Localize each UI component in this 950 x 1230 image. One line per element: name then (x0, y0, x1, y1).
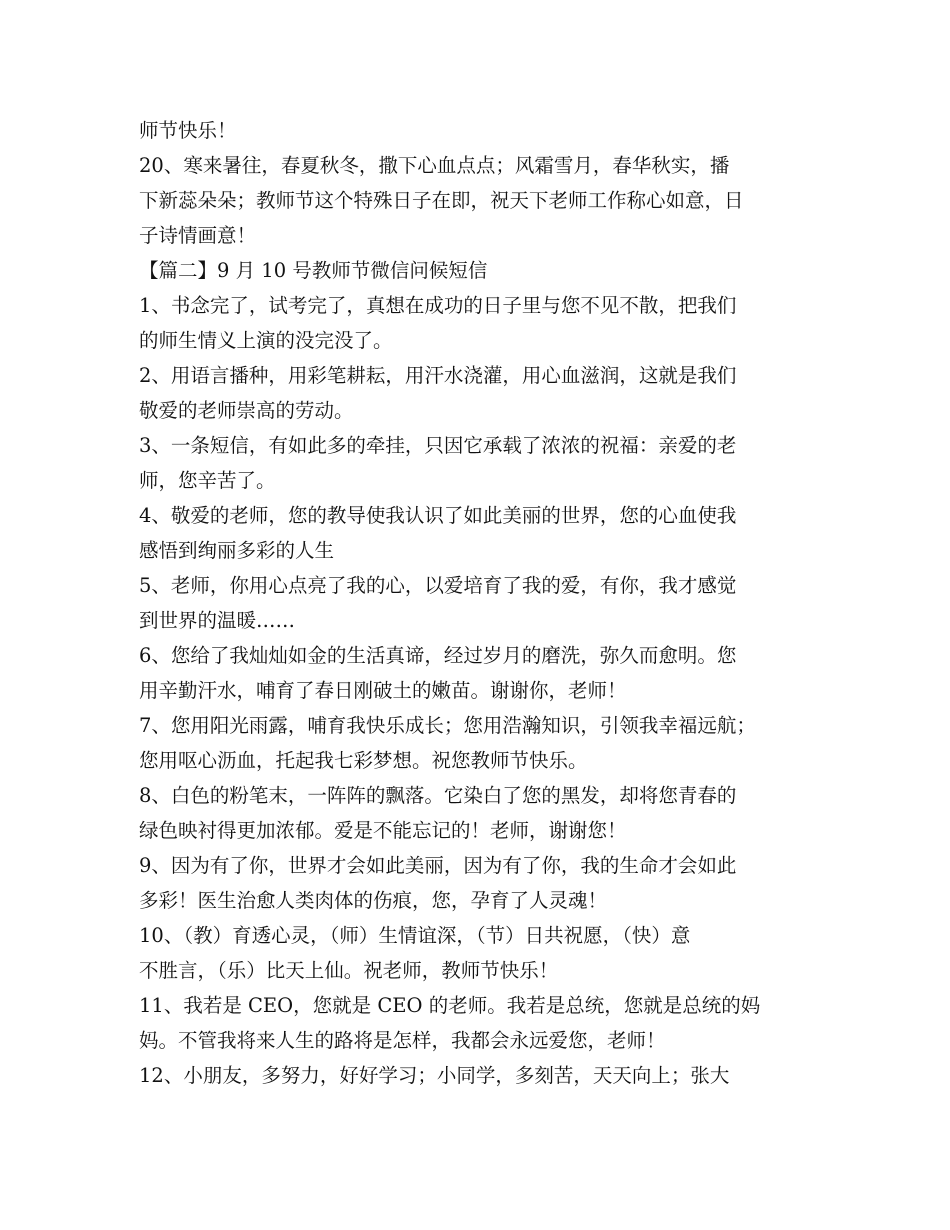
text-line: 感悟到绚丽多彩的人生 (139, 539, 335, 562)
text-line: 12、小朋友，多努力，好好学习；小同学，多刻苦，天天向上；张大 (139, 1064, 730, 1087)
text-line: 不胜言，（乐）比天上仙。祝老师，教师节快乐！ (139, 959, 559, 982)
text-line: 绿色映衬得更加浓郁。爱是不能忘记的！老师，谢谢您！ (139, 819, 627, 842)
text-line: 10、（教）育透心灵，（师）生情谊深，（节）日共祝愿，（快）意 (139, 924, 691, 947)
text-line: 师节快乐！ (139, 119, 237, 142)
section-heading: 【篇二】9 月 10 号教师节微信问候短信 (139, 259, 488, 282)
text-line: 5、老师，你用心点亮了我的心，以爱培育了我的爱，有你，我才感觉 (139, 574, 737, 597)
text-line: 1、书念完了，试考完了，真想在成功的日子里与您不见不散，把我们 (139, 294, 737, 317)
text-line: 妈。不管我将来人生的路将是怎样，我都会永远爱您，老师！ (139, 1029, 666, 1052)
text-line: 4、敬爱的老师，您的教导使我认识了如此美丽的世界，您的心血使我 (139, 504, 737, 527)
document-body (139, 113, 815, 1093)
text-line: 的师生情义上演的没完没了。 (139, 329, 393, 352)
text-line: 8、白色的粉笔末，一阵阵的飘落。它染白了您的黑发，却将您青春的 (139, 784, 737, 807)
text-line: 20、寒来暑往，春夏秋冬，撒下心血点点；风霜雪月，春华秋实，播 (139, 154, 730, 177)
text-line: 6、您给了我灿灿如金的生活真谛，经过岁月的磨洗，弥久而愈明。您 (139, 644, 737, 667)
text-line: 到世界的温暖…… (139, 609, 296, 632)
text-line: 3、一条短信，有如此多的牵挂，只因它承载了浓浓的祝福：亲爱的老 (139, 434, 737, 457)
text-line: 师，您辛苦了。 (139, 469, 276, 492)
text-line: 用辛勤汗水，哺育了春日刚破土的嫩苗。谢谢你，老师！ (139, 679, 627, 702)
text-line: 9、因为有了你，世界才会如此美丽，因为有了你，我的生命才会如此 (139, 854, 737, 877)
text-line: 7、您用阳光雨露，哺育我快乐成长；您用浩瀚知识，引领我幸福远航； (139, 714, 756, 737)
text-line: 子诗情画意！ (139, 224, 257, 247)
text-line: 2、用语言播种，用彩笔耕耘，用汗水浇灌，用心血滋润，这就是我们 (139, 364, 737, 387)
text-line: 敬爱的老师崇高的劳动。 (139, 399, 354, 422)
text-line: 下新蕊朵朵；教师节这个特殊日子在即，祝天下老师工作称心如意，日 (139, 189, 744, 212)
text-line: 您用呕心沥血，托起我七彩梦想。祝您教师节快乐。 (139, 749, 588, 772)
text-line: 11、我若是 CEO，您就是 CEO 的老师。我若是总统，您就是总统的妈 (139, 994, 761, 1017)
text-line: 多彩！医生治愈人类肉体的伤痕，您，孕育了人灵魂！ (139, 889, 608, 912)
